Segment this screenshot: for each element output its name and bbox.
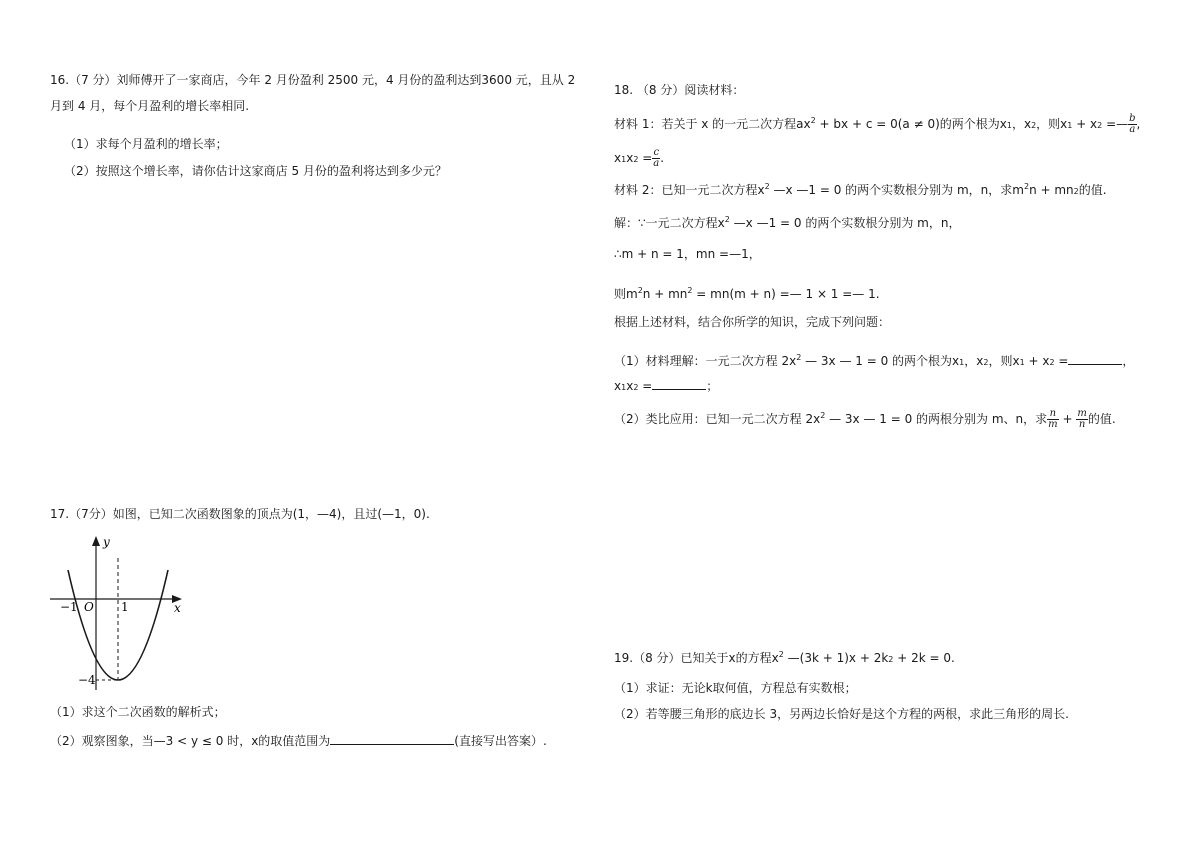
text: = <box>1054 354 1069 368</box>
sub: 1 <box>1067 121 1073 130</box>
fraction-n-over-m <box>1047 409 1058 430</box>
text: 的值. <box>1087 412 1116 426</box>
q17-part2-tail: (直接写出答案）. <box>454 734 547 748</box>
text: + <box>1058 412 1077 426</box>
sub: 2 <box>983 358 989 367</box>
text: . <box>660 151 665 165</box>
text: — 3x — 1 = 0 的两个根为x <box>801 354 960 368</box>
fraction-m-over-n <box>1076 409 1087 430</box>
text: n + mn <box>1029 183 1074 197</box>
text: 则m <box>614 287 638 301</box>
text: = <box>638 151 653 165</box>
origin-label: O <box>84 600 94 614</box>
q18-part1 <box>614 352 1134 371</box>
text: ； <box>706 379 719 393</box>
q18-part1-product <box>614 377 718 396</box>
text: 解：∵一元二次方程x <box>614 216 725 230</box>
sup: 2 <box>687 286 693 295</box>
text: + x <box>1024 354 1050 368</box>
text: x <box>614 379 622 393</box>
denominator: m <box>1048 419 1058 430</box>
fraction-b-over-a <box>1128 114 1136 135</box>
text: x <box>614 151 622 165</box>
answer-blank-product[interactable] <box>652 377 706 390</box>
numerator: m <box>1077 408 1087 419</box>
q18-solution1 <box>614 215 960 231</box>
parabola-graph <box>48 532 198 694</box>
sub: 1 <box>621 383 627 392</box>
q18-part2 <box>614 408 1116 430</box>
sub: 2 <box>633 155 639 164</box>
tick-label-1: 1 <box>121 600 129 614</box>
text: （2）类比应用：已知一元二次方程 2x <box>614 412 821 426</box>
sub: 2 <box>888 655 894 664</box>
numerator: c <box>653 147 660 158</box>
sub: 2 <box>1073 187 1079 196</box>
numerator: n <box>1047 409 1058 420</box>
q17-head: 17.（7分）如图，已知二次函数图象的顶点为(1，—4)，且过(—1，0). <box>50 507 430 521</box>
q17-part2 <box>50 732 547 749</box>
text: ，则x <box>1036 117 1068 131</box>
sub: 2 <box>1031 121 1037 130</box>
q18-head: 18. （8 分）阅读材料： <box>614 83 745 97</box>
text: =— <box>1102 117 1129 131</box>
text: = mn(m + n) =— 1 × 1 =— 1. <box>692 287 880 301</box>
denominator: a <box>1129 124 1136 135</box>
q17-part2-text: （2）观察图象，当—3 < y ≤ 0 时，x的取值范围为 <box>50 734 331 748</box>
text: x <box>626 379 634 393</box>
text: 的值. <box>1078 183 1107 197</box>
text: —x —1 = 0 的两个实数根分别为 m，n， <box>729 216 961 230</box>
denominator: a <box>653 158 660 169</box>
sub: 2 <box>1049 358 1055 367</box>
text: —(3k + 1)x + 2k <box>783 651 889 665</box>
text: —x —1 = 0 的两个实数根分别为 m，n，求m <box>769 183 1024 197</box>
text: （1）材料理解：一元二次方程 2x <box>614 354 797 368</box>
q19-part2: （2）若等腰三角形的底边长 3，另两边长恰好是这个方程的两根，求此三角形的周长. <box>614 707 1069 721</box>
text: + 2k = 0. <box>893 651 955 665</box>
text: 材料 1：若关于 x 的一元二次方程ax <box>614 117 811 131</box>
sup: 2 <box>820 411 826 420</box>
q18-solution3 <box>614 286 880 302</box>
x-label: x <box>174 601 181 615</box>
sup: 2 <box>810 116 816 125</box>
q16-part1: （1）求每个月盈利的增长率； <box>64 137 228 151</box>
tick-label-neg4: −4 <box>78 673 96 687</box>
tick-label-neg1: −1 <box>60 600 78 614</box>
text: ， <box>1122 354 1135 368</box>
text: — 3x — 1 = 0 的两根分别为 m、n，求 <box>825 412 1048 426</box>
sub: 2 <box>633 383 639 392</box>
text: x <box>626 151 634 165</box>
q17-part1: （1）求这个二次函数的解析式； <box>50 705 226 719</box>
sup: 2 <box>796 353 802 362</box>
sub: 1 <box>1019 358 1025 367</box>
answer-blank[interactable] <box>330 732 454 745</box>
q19-part1: （1）求证：无论k取何值，方程总有实数根； <box>614 681 857 695</box>
text: ，则x <box>988 354 1020 368</box>
numerator: b <box>1129 113 1136 124</box>
y-label: y <box>103 535 110 549</box>
denominator: n <box>1078 419 1086 430</box>
sub: 1 <box>621 155 627 164</box>
text: , <box>1136 117 1141 131</box>
sub: 2 <box>1097 121 1103 130</box>
text: + bx + c = 0(a ≠ 0)的两个根为x <box>815 117 1007 131</box>
text: 材料 2：已知一元二次方程x <box>614 183 765 197</box>
sup: 2 <box>724 215 730 224</box>
text: = <box>638 379 653 393</box>
q19-head <box>614 650 955 668</box>
q18-instruction: 根据上述材料，结合你所学的知识，完成下列问题： <box>614 315 891 329</box>
text: 19.（8 分）已知关于x的方程x <box>614 651 779 665</box>
answer-blank-sum[interactable] <box>1068 352 1122 365</box>
sup: 2 <box>637 286 643 295</box>
text: n + mn <box>642 287 688 301</box>
q18-solution2: ∴m + n = 1，mn =—1， <box>614 247 761 261</box>
parabola-figure <box>48 532 198 694</box>
text: ，x <box>964 354 984 368</box>
sup: 2 <box>764 182 770 191</box>
q18-material1 <box>614 114 1140 136</box>
text: ，x <box>1011 117 1032 131</box>
sub: 1 <box>1006 121 1012 130</box>
q18-material2 <box>614 182 1107 200</box>
sup: 2 <box>778 650 784 659</box>
q16-part2: （2）按照这个增长率，请你估计这家商店 5 月份的盈利将达到多少元？ <box>64 164 447 178</box>
y-axis-arrow <box>92 536 100 546</box>
sub: 1 <box>959 358 965 367</box>
q16-head: 16.（7 分）刘师傅开了一家商店，今年 2 月份盈利 2500 元，4 月份的盈利达到3600 元，且从 2 <box>50 73 576 87</box>
q16-head-cont: 月到 4 月，每个月盈利的增长率相同. <box>50 99 250 113</box>
q18-material1-product <box>614 148 664 170</box>
text: + x <box>1072 117 1098 131</box>
sup: 2 <box>1023 182 1030 191</box>
